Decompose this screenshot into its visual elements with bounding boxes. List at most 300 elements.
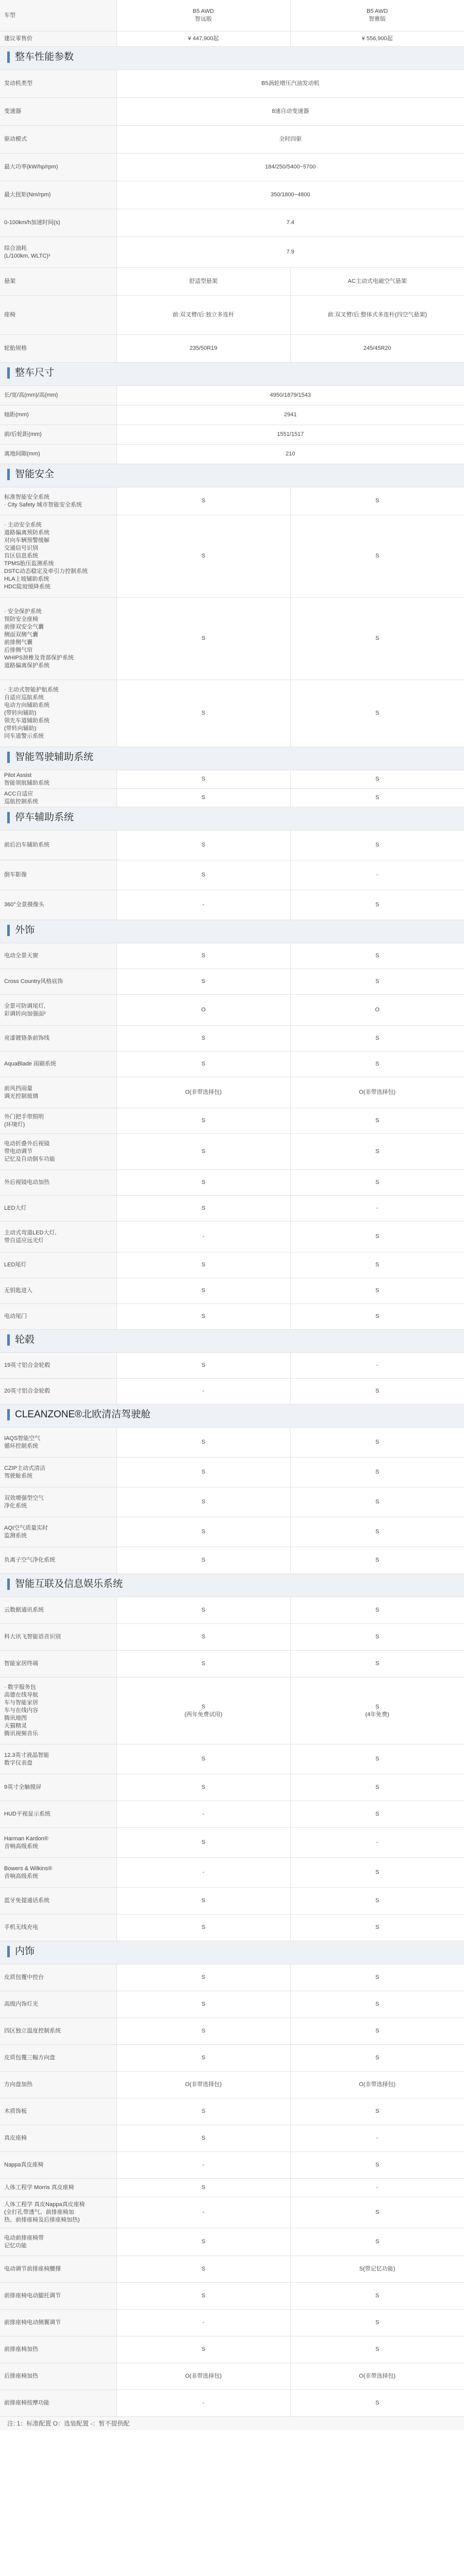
spec-value: S bbox=[290, 831, 464, 860]
section-marker-icon bbox=[7, 752, 10, 763]
spec-row bbox=[0, 2072, 464, 2098]
model-trim: 智雅版 bbox=[369, 16, 386, 22]
spec-row bbox=[0, 386, 464, 405]
spec-value: S bbox=[290, 2310, 464, 2336]
spec-value: - bbox=[117, 2390, 290, 2417]
spec-value: S bbox=[290, 2018, 464, 2045]
spec-label: Harman Kardon® 音响高级系统 bbox=[0, 1828, 117, 1858]
spec-value: S bbox=[117, 943, 290, 969]
spec-value: S bbox=[290, 890, 464, 920]
spec-label: 手机无线充电 bbox=[0, 1914, 117, 1941]
spec-value: - bbox=[117, 1858, 290, 1888]
spec-value: 全时四驱 bbox=[117, 126, 464, 154]
spec-value: 前:双叉臂/后:独立多连杆 bbox=[117, 296, 290, 335]
spec-label: 主动式弯道LED大灯, 带自适应远光灯 bbox=[0, 1222, 117, 1252]
spec-value: S bbox=[117, 1624, 290, 1651]
spec-value: S bbox=[290, 1026, 464, 1052]
spec-value: 350/1800~4800 bbox=[117, 181, 464, 209]
section-header bbox=[0, 747, 464, 770]
spec-label: 19英寸铝合金轮毂 bbox=[0, 1353, 117, 1379]
section-header bbox=[0, 807, 464, 831]
spec-value: S bbox=[117, 2045, 290, 2072]
spec-label: Nappa真皮座椅 bbox=[0, 2152, 117, 2179]
spec-row bbox=[0, 1651, 464, 1677]
spec-value: S bbox=[290, 1888, 464, 1914]
spec-value: S bbox=[117, 1196, 290, 1222]
spec-value: S bbox=[290, 2152, 464, 2179]
section-header-cell bbox=[0, 363, 464, 386]
spec-value: S bbox=[290, 969, 464, 995]
spec-row bbox=[0, 515, 464, 598]
section-title-text: CLEANZONE®北欧清洁驾驶舱 bbox=[15, 1409, 151, 1420]
spec-value: S bbox=[290, 1222, 464, 1252]
spec-value: S bbox=[290, 1304, 464, 1330]
section-title bbox=[7, 1334, 35, 1346]
spec-row bbox=[0, 2310, 464, 2336]
model-column-2 bbox=[290, 0, 464, 31]
spec-label: 前排座椅电动腿托调节 bbox=[0, 2283, 117, 2310]
spec-label: 电动调节前排座椅腰撑 bbox=[0, 2256, 117, 2283]
spec-value: S bbox=[117, 770, 290, 789]
spec-row bbox=[0, 943, 464, 969]
spec-value: - bbox=[290, 860, 464, 890]
spec-row bbox=[0, 2018, 464, 2045]
spec-value: S bbox=[117, 1026, 290, 1052]
spec-row bbox=[0, 1077, 464, 1108]
spec-row bbox=[0, 1304, 464, 1330]
spec-row bbox=[0, 2363, 464, 2390]
section-marker-icon bbox=[7, 469, 10, 480]
spec-value: S bbox=[117, 1991, 290, 2018]
spec-label: 标准智能安全系统 · City Safety 城市智能安全系统 bbox=[0, 487, 117, 515]
section-header bbox=[0, 1404, 464, 1428]
spec-value: S bbox=[117, 487, 290, 515]
spec-value: S bbox=[117, 969, 290, 995]
spec-value: S bbox=[290, 943, 464, 969]
spec-label: 发动机类型 bbox=[0, 70, 117, 98]
spec-value: S bbox=[117, 1964, 290, 1991]
spec-label: Bowers & Wilkins® 音响高级系统 bbox=[0, 1858, 117, 1888]
spec-row bbox=[0, 1744, 464, 1774]
spec-value: S bbox=[290, 2197, 464, 2228]
spec-row bbox=[0, 1597, 464, 1624]
spec-label: LED尾灯 bbox=[0, 1252, 117, 1278]
spec-row bbox=[0, 1026, 464, 1052]
spec-value: S bbox=[117, 2179, 290, 2197]
model-column-1 bbox=[117, 0, 290, 31]
spec-value: S bbox=[117, 1252, 290, 1278]
section-header bbox=[0, 920, 464, 943]
spec-label: 最大功率(kW/hp/rpm) bbox=[0, 154, 117, 181]
spec-row bbox=[0, 209, 464, 237]
spec-value: S bbox=[290, 1252, 464, 1278]
spec-row bbox=[0, 445, 464, 464]
spec-label: 长/宽/高(mm)/高(mm) bbox=[0, 386, 117, 405]
section-header-cell bbox=[0, 807, 464, 831]
section-title-text: 智能互联及信息娱乐系统 bbox=[15, 1579, 123, 1589]
spec-value: S bbox=[117, 1651, 290, 1677]
spec-value: O bbox=[290, 995, 464, 1026]
spec-row bbox=[0, 1964, 464, 1991]
spec-value: S bbox=[117, 2125, 290, 2152]
spec-label: ACC自适应 巡航控制系统 bbox=[0, 789, 117, 807]
spec-value: 245/45R20 bbox=[290, 335, 464, 363]
spec-value: S bbox=[117, 860, 290, 890]
spec-value: S bbox=[117, 2098, 290, 2125]
section-title bbox=[7, 52, 74, 63]
price-row bbox=[0, 31, 464, 47]
spec-row bbox=[0, 70, 464, 98]
spec-row bbox=[0, 2336, 464, 2363]
spec-value: O bbox=[117, 995, 290, 1026]
spec-label: · 主动式智能护航系统 自适应巡航系统 电动方向辅助系统 (带转向辅助) 领先车道辅助系统 (带转向辅助) 同车道警示系统 bbox=[0, 680, 117, 747]
spec-value: S bbox=[290, 1597, 464, 1624]
section-title bbox=[7, 812, 74, 823]
spec-label: 电动尾门 bbox=[0, 1304, 117, 1330]
spec-row bbox=[0, 1252, 464, 1278]
section-title-text: 停车辅助系统 bbox=[15, 812, 74, 823]
spec-value: S bbox=[117, 598, 290, 680]
spec-row bbox=[0, 405, 464, 425]
spec-value: 1551/1517 bbox=[117, 425, 464, 445]
spec-value: - bbox=[290, 1196, 464, 1222]
spec-value: S(带记忆功能) bbox=[290, 2256, 464, 2283]
spec-row bbox=[0, 2179, 464, 2197]
spec-value: S bbox=[117, 1487, 290, 1517]
spec-value: - bbox=[117, 1222, 290, 1252]
spec-value: S bbox=[117, 2283, 290, 2310]
spec-value: - bbox=[290, 1353, 464, 1379]
spec-value: S bbox=[290, 789, 464, 807]
spec-label: 皮质包覆中控台 bbox=[0, 1964, 117, 1991]
spec-value: - bbox=[290, 2125, 464, 2152]
spec-label: 前排座椅电动侧翼调节 bbox=[0, 2310, 117, 2336]
section-header-cell bbox=[0, 1330, 464, 1353]
spec-value: S bbox=[117, 1170, 290, 1196]
spec-row bbox=[0, 860, 464, 890]
section-header-cell bbox=[0, 464, 464, 487]
spec-label: 前排座椅加热 bbox=[0, 2336, 117, 2363]
section-header-cell bbox=[0, 1574, 464, 1597]
spec-value: S bbox=[117, 789, 290, 807]
spec-value: S bbox=[117, 1428, 290, 1458]
spec-label: 无钥匙进入 bbox=[0, 1278, 117, 1304]
spec-value: S bbox=[117, 2018, 290, 2045]
spec-row bbox=[0, 680, 464, 747]
spec-row bbox=[0, 831, 464, 860]
spec-value: S (两年免费试用) bbox=[117, 1677, 290, 1744]
section-title-text: 外饰 bbox=[15, 925, 35, 936]
spec-value: S (4年免费) bbox=[290, 1677, 464, 1744]
spec-value: S bbox=[117, 1774, 290, 1801]
spec-row bbox=[0, 2098, 464, 2125]
spec-row bbox=[0, 1353, 464, 1379]
spec-row bbox=[0, 1428, 464, 1458]
section-title bbox=[7, 367, 54, 379]
price-value: ¥ 556,900起 bbox=[290, 31, 464, 47]
spec-label: 全景可防调尾灯, 彩调转向加强面² bbox=[0, 995, 117, 1026]
spec-label: 负离子空气净化系统 bbox=[0, 1547, 117, 1574]
spec-value: S bbox=[117, 1108, 290, 1134]
spec-label: 9英寸全触摸屏 bbox=[0, 1774, 117, 1801]
spec-value: O(非带选择包) bbox=[290, 2363, 464, 2390]
spec-value: S bbox=[117, 1278, 290, 1304]
spec-row bbox=[0, 1624, 464, 1651]
spec-label: 四区独立温度控制系统 bbox=[0, 2018, 117, 2045]
spec-label: 真皮座椅 bbox=[0, 2125, 117, 2152]
spec-value: O(非带选择包) bbox=[117, 1077, 290, 1108]
spec-value: S bbox=[117, 2336, 290, 2363]
spec-row bbox=[0, 2256, 464, 2283]
spec-label: 后排座椅加热 bbox=[0, 2363, 117, 2390]
spec-value: S bbox=[290, 1278, 464, 1304]
spec-row bbox=[0, 335, 464, 363]
section-header bbox=[0, 47, 464, 70]
spec-value: S bbox=[290, 2045, 464, 2072]
section-marker-icon bbox=[7, 925, 10, 936]
spec-label: 离地间隙(mm) bbox=[0, 445, 117, 464]
spec-row bbox=[0, 598, 464, 680]
section-marker-icon bbox=[7, 52, 10, 63]
spec-row bbox=[0, 995, 464, 1026]
spec-label: AQI空气质量实时 监测系统 bbox=[0, 1517, 117, 1547]
spec-value: S bbox=[290, 1547, 464, 1574]
spec-value: S bbox=[290, 1651, 464, 1677]
spec-row bbox=[0, 1774, 464, 1801]
spec-value: S bbox=[117, 2256, 290, 2283]
spec-value: 7.9 bbox=[117, 237, 464, 268]
spec-row bbox=[0, 1487, 464, 1517]
spec-value: S bbox=[290, 1428, 464, 1458]
spec-value: S bbox=[290, 770, 464, 789]
spec-label: 倒车影像 bbox=[0, 860, 117, 890]
spec-value: 184/250/5400~5700 bbox=[117, 154, 464, 181]
price-label: 建议零售价 bbox=[0, 31, 117, 47]
spec-label: 皮质包覆三幅方向盘 bbox=[0, 2045, 117, 2072]
spec-label: 综合油耗 (L/100km, WLTC)¹ bbox=[0, 237, 117, 268]
spec-value: S bbox=[290, 1379, 464, 1404]
spec-row bbox=[0, 1888, 464, 1914]
spec-value: S bbox=[117, 1914, 290, 1941]
spec-value: - bbox=[117, 2197, 290, 2228]
spec-label: 智能家居终端 bbox=[0, 1651, 117, 1677]
spec-label: 最大扭矩(Nm/rpm) bbox=[0, 181, 117, 209]
spec-value: AC主动式电磁空气悬架 bbox=[290, 268, 464, 296]
spec-row bbox=[0, 1052, 464, 1077]
spec-row bbox=[0, 1134, 464, 1170]
spec-label: 蓝牙免提通话系统 bbox=[0, 1888, 117, 1914]
spec-label: Pilot Assist 智能领航辅助系统 bbox=[0, 770, 117, 789]
section-title bbox=[7, 752, 93, 763]
spec-value: S bbox=[117, 1828, 290, 1858]
spec-value: - bbox=[117, 2152, 290, 2179]
spec-value: 前:双叉臂/后:整体式多连杆(四空气悬架) bbox=[290, 296, 464, 335]
spec-label: 科大讯飞智能语音识别 bbox=[0, 1624, 117, 1651]
spec-value: S bbox=[290, 1801, 464, 1828]
model-name: B5 AWD bbox=[367, 8, 388, 14]
spec-label: 人体工程学 Morris 真皮座椅 bbox=[0, 2179, 117, 2197]
spec-label: 轴距(mm) bbox=[0, 405, 117, 425]
spec-row bbox=[0, 890, 464, 920]
spec-value: O(非带选择包) bbox=[117, 2072, 290, 2098]
spec-value: 舒适型悬架 bbox=[117, 268, 290, 296]
spec-value: S bbox=[117, 680, 290, 747]
spec-row bbox=[0, 2197, 464, 2228]
section-title-text: 整车性能参数 bbox=[15, 52, 74, 62]
spec-value: S bbox=[117, 1744, 290, 1774]
spec-label: 轮胎规格 bbox=[0, 335, 117, 363]
spec-label: HUD平视显示系统 bbox=[0, 1801, 117, 1828]
section-header-cell bbox=[0, 47, 464, 70]
spec-value: S bbox=[290, 1517, 464, 1547]
spec-label: 前后泊车辅助系统 bbox=[0, 831, 117, 860]
spec-row bbox=[0, 2152, 464, 2179]
spec-value: S bbox=[290, 2283, 464, 2310]
spec-row bbox=[0, 1991, 464, 2018]
section-header-cell bbox=[0, 1941, 464, 1964]
spec-value: - bbox=[117, 2310, 290, 2336]
model-trim: 智远版 bbox=[195, 16, 212, 22]
section-title-text: 智能驾驶辅助系统 bbox=[15, 752, 94, 762]
spec-label: 座椅 bbox=[0, 296, 117, 335]
spec-label: 方向盘加热 bbox=[0, 2072, 117, 2098]
spec-row bbox=[0, 98, 464, 126]
spec-value: - bbox=[117, 1379, 290, 1404]
spec-label: IAQS智能空气 循环控制系统 bbox=[0, 1428, 117, 1458]
spec-value: O(非带选择包) bbox=[290, 1077, 464, 1108]
spec-label: 木质饰板 bbox=[0, 2098, 117, 2125]
spec-label: 外门把手带照明 (环境灯) bbox=[0, 1108, 117, 1134]
spec-label: 电动折叠外后视镜 带电动调节 记忆及自动倒车功能 bbox=[0, 1134, 117, 1170]
section-title-text: 内饰 bbox=[15, 1946, 35, 1957]
spec-value: B5涡轮增压汽油发动机 bbox=[117, 70, 464, 98]
spec-value: S bbox=[117, 1353, 290, 1379]
spec-value: S bbox=[117, 1304, 290, 1330]
spec-value: S bbox=[117, 1134, 290, 1170]
spec-value: S bbox=[290, 1487, 464, 1517]
section-title-text: 智能安全 bbox=[15, 469, 55, 480]
section-title bbox=[7, 1409, 151, 1420]
spec-value: S bbox=[117, 2228, 290, 2256]
spec-value: S bbox=[117, 1547, 290, 1574]
spec-row bbox=[0, 969, 464, 995]
spec-value: S bbox=[290, 598, 464, 680]
spec-value: 235/50R19 bbox=[117, 335, 290, 363]
spec-row bbox=[0, 181, 464, 209]
spec-value: S bbox=[117, 1517, 290, 1547]
spec-label: 变速器 bbox=[0, 98, 117, 126]
spec-row bbox=[0, 1379, 464, 1404]
section-marker-icon bbox=[7, 1946, 10, 1957]
spec-row bbox=[0, 487, 464, 515]
spec-row bbox=[0, 425, 464, 445]
spec-row bbox=[0, 1458, 464, 1487]
spec-label: LED大灯 bbox=[0, 1196, 117, 1222]
spec-value: O(非带选择包) bbox=[290, 2072, 464, 2098]
spec-value: S bbox=[290, 1134, 464, 1170]
spec-row bbox=[0, 2228, 464, 2256]
spec-value: S bbox=[290, 1858, 464, 1888]
section-title bbox=[7, 925, 35, 936]
section-marker-icon bbox=[7, 1409, 10, 1420]
section-marker-icon bbox=[7, 1334, 10, 1346]
spec-value: 2941 bbox=[117, 405, 464, 425]
section-header-cell bbox=[0, 1404, 464, 1428]
spec-value: - bbox=[117, 890, 290, 920]
section-header bbox=[0, 464, 464, 487]
spec-label: 亮漆镀铬条前饰线 bbox=[0, 1026, 117, 1052]
spec-label: 云数据通讯系统 bbox=[0, 1597, 117, 1624]
section-marker-icon bbox=[7, 367, 10, 379]
spec-row bbox=[0, 1801, 464, 1828]
spec-value: S bbox=[290, 487, 464, 515]
spec-label: 电动前排座椅带 记忆功能 bbox=[0, 2228, 117, 2256]
section-marker-icon bbox=[7, 812, 10, 823]
spec-value: S bbox=[290, 1744, 464, 1774]
spec-value: S bbox=[117, 515, 290, 598]
section-title-text: 轮毂 bbox=[15, 1334, 35, 1345]
section-header bbox=[0, 1574, 464, 1597]
spec-value: 4950/1879/1543 bbox=[117, 386, 464, 405]
spec-row bbox=[0, 2125, 464, 2152]
section-header-cell bbox=[0, 747, 464, 770]
section-title-text: 整车尺寸 bbox=[15, 367, 55, 378]
section-title bbox=[7, 469, 54, 480]
spec-label: · 数字服务包 高德在线导航 车与智能家居 车与在线内容 腾讯地图 天猫精灵 腾讯视频音乐 bbox=[0, 1677, 117, 1744]
spec-label: 人体工程学 真皮Nappa真皮座椅 (全打孔带透气、前排座椅加 热、前排座椅及后排座椅加热) bbox=[0, 2197, 117, 2228]
spec-value: S bbox=[290, 515, 464, 598]
spec-row bbox=[0, 1858, 464, 1888]
spec-value: - bbox=[290, 2179, 464, 2197]
spec-value: S bbox=[290, 2098, 464, 2125]
spec-value: S bbox=[290, 1914, 464, 1941]
header-label: 车型 bbox=[0, 0, 117, 31]
section-header bbox=[0, 363, 464, 386]
spec-value: S bbox=[290, 1170, 464, 1196]
spec-row bbox=[0, 1914, 464, 1941]
spec-value: 210 bbox=[117, 445, 464, 464]
spec-label: 驱动模式 bbox=[0, 126, 117, 154]
spec-label: CZIP主动式清洁 驾驶舱系统 bbox=[0, 1458, 117, 1487]
spec-value: - bbox=[290, 1828, 464, 1858]
spec-value: S bbox=[290, 1774, 464, 1801]
spec-value: S bbox=[290, 1991, 464, 2018]
spec-label: 12.3英寸液晶智能 数字仪表盘 bbox=[0, 1744, 117, 1774]
model-header-row bbox=[0, 0, 464, 31]
spec-label: 高级内饰灯光 bbox=[0, 1991, 117, 2018]
spec-row bbox=[0, 770, 464, 789]
spec-value: S bbox=[117, 1458, 290, 1487]
spec-label: · 安全保护系统 预防安全座椅 前排双安全气囊 侧面双侧气囊 前排侧气囊 后排侧气帘 WHIPS颈椎及背部保护系统 道路偏离保护系统 bbox=[0, 598, 117, 680]
spec-label: · 主动安全系统 道路偏离预防系统 对向车辆预警缓解 交通信号识别 盲区信息系统 TPMS胎压监测系统 DSTC动态稳定及牵引力控制系统 HLA上坡辅助系统 HDC陡坡缓降系统 bbox=[0, 515, 117, 598]
spec-value: S bbox=[290, 2390, 464, 2417]
spec-row bbox=[0, 789, 464, 807]
spec-row bbox=[0, 2390, 464, 2417]
spec-row bbox=[0, 237, 464, 268]
legend-note: 注: 1：标准配置 O：选装配置 -：暂不提供配 bbox=[0, 2417, 464, 2430]
spec-value: 8速自动变速器 bbox=[117, 98, 464, 126]
spec-label: 双效增强型空气 净化系统 bbox=[0, 1487, 117, 1517]
spec-row bbox=[0, 1170, 464, 1196]
spec-row bbox=[0, 2045, 464, 2072]
spec-label: 外后视镜电动加热 bbox=[0, 1170, 117, 1196]
spec-row bbox=[0, 1828, 464, 1858]
price-value: ¥ 447,900起 bbox=[117, 31, 290, 47]
spec-row bbox=[0, 126, 464, 154]
section-header bbox=[0, 1330, 464, 1353]
spec-value: 7.4 bbox=[117, 209, 464, 237]
model-name: B5 AWD bbox=[192, 8, 214, 14]
